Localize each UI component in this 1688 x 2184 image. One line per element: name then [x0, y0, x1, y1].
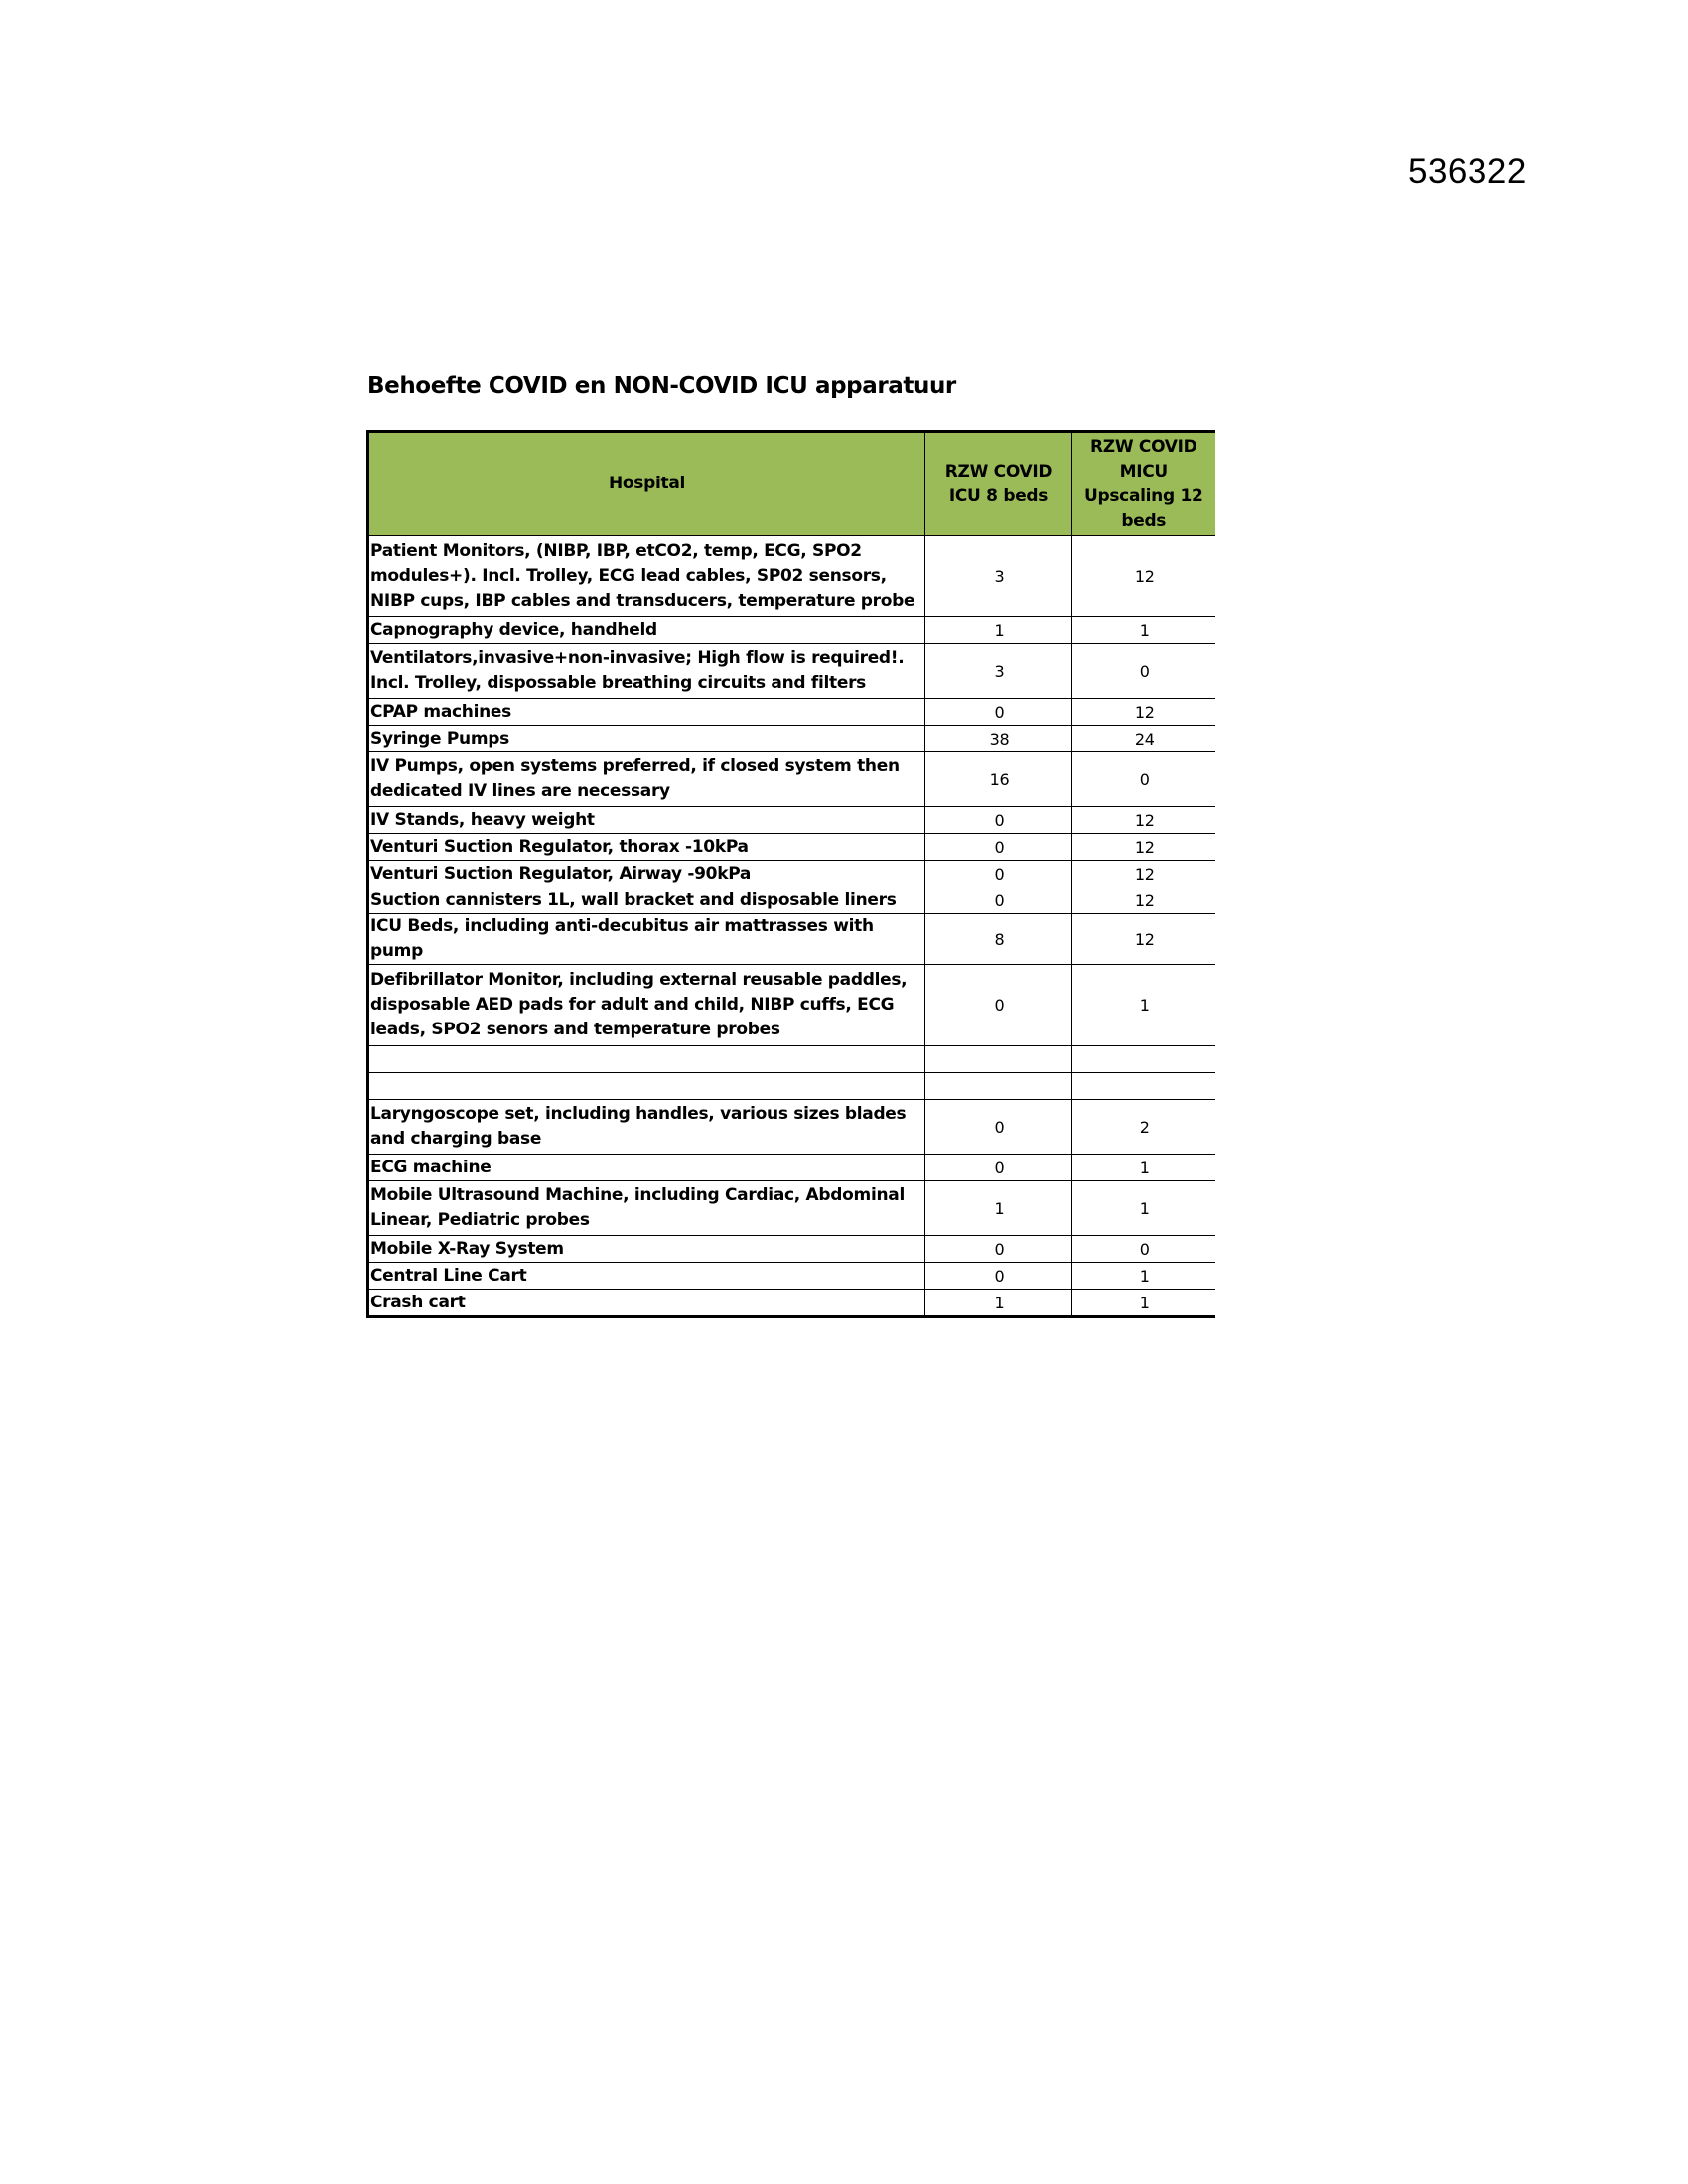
- row-icu-count: 0: [925, 1236, 1072, 1263]
- row-icu-count: 8: [925, 914, 1072, 965]
- table-row: [368, 887, 1215, 914]
- row-item: CPAP machines: [368, 699, 925, 726]
- row-micu-count: [1072, 1046, 1215, 1073]
- row-item: Syringe Pumps: [368, 726, 925, 752]
- row-icu-count: 1: [925, 1181, 1072, 1236]
- row-icu-count: 0: [925, 1100, 1072, 1155]
- row-micu-count: 12: [1072, 807, 1215, 834]
- table-row: [368, 726, 1215, 752]
- header-hospital: Hospital: [368, 432, 925, 536]
- row-micu-count: 0: [1072, 752, 1215, 807]
- row-micu-count: 1: [1072, 965, 1215, 1046]
- row-icu-count: 1: [925, 1290, 1072, 1317]
- row-icu-count: [925, 1073, 1072, 1100]
- row-item: Venturi Suction Regulator, thorax -10kPa: [368, 834, 925, 861]
- row-micu-count: 12: [1072, 699, 1215, 726]
- table-row: [368, 644, 1215, 699]
- table-row-empty: [368, 1046, 1215, 1073]
- row-item: IV Stands, heavy weight: [368, 807, 925, 834]
- row-item: Central Line Cart: [368, 1263, 925, 1290]
- table-row: [368, 914, 1215, 965]
- table-row-empty: [368, 1073, 1215, 1100]
- row-micu-count: 1: [1072, 1263, 1215, 1290]
- row-micu-count: 12: [1072, 914, 1215, 965]
- row-micu-count: 1: [1072, 1181, 1215, 1236]
- equipment-table: [366, 430, 1215, 1318]
- row-item: Patient Monitors, (NIBP, IBP, etCO2, temp, ECG, SPO2 modules+). Incl. Trolley, ECG lead cables, SP02 sensors, NIBP cups, IBP cables and transducers, temperature probe: [368, 536, 925, 617]
- row-item: IV Pumps, open systems preferred, if closed system then dedicated IV lines are necessary: [368, 752, 925, 807]
- row-item: Crash cart: [368, 1290, 925, 1317]
- table-row: [368, 807, 1215, 834]
- row-micu-count: 0: [1072, 644, 1215, 699]
- row-micu-count: 12: [1072, 861, 1215, 887]
- document-number: 536322: [1408, 152, 1527, 191]
- row-icu-count: 0: [925, 965, 1072, 1046]
- row-micu-count: 24: [1072, 726, 1215, 752]
- table-row: [368, 1100, 1215, 1155]
- table-row: [368, 834, 1215, 861]
- row-icu-count: 0: [925, 1155, 1072, 1181]
- row-item: Defibrillator Monitor, including external reusable paddles, disposable AED pads for adult and child, NIBP cuffs, ECG leads, SPO2 senors and temperature probes: [368, 965, 925, 1046]
- row-micu-count: 12: [1072, 887, 1215, 914]
- row-item: Mobile X-Ray System: [368, 1236, 925, 1263]
- row-item: Suction cannisters 1L, wall bracket and disposable liners: [368, 887, 925, 914]
- table-header-row: [368, 432, 1215, 536]
- table-row: [368, 617, 1215, 644]
- row-icu-count: 0: [925, 861, 1072, 887]
- table-row: [368, 1181, 1215, 1236]
- row-item: Ventilators,invasive+non-invasive; High flow is required!. Incl. Trolley, dispossable breathing circuits and filters: [368, 644, 925, 699]
- row-icu-count: 0: [925, 834, 1072, 861]
- row-icu-count: [925, 1046, 1072, 1073]
- header-rzw-covid-icu-label: RZW COVID ICU 8 beds: [944, 461, 1053, 506]
- row-micu-count: 2: [1072, 1100, 1215, 1155]
- header-rzw-covid-micu: [1072, 432, 1215, 536]
- table-row: [368, 1263, 1215, 1290]
- row-micu-count: [1072, 1073, 1215, 1100]
- row-item: Laryngoscope set, including handles, various sizes blades and charging base: [368, 1100, 925, 1155]
- row-item: ICU Beds, including anti-decubitus air mattrasses with pump: [368, 914, 925, 965]
- row-icu-count: 38: [925, 726, 1072, 752]
- row-item: Mobile Ultrasound Machine, including Cardiac, Abdominal Linear, Pediatric probes: [368, 1181, 925, 1236]
- row-icu-count: 1: [925, 617, 1072, 644]
- table-row: [368, 536, 1215, 617]
- row-icu-count: 0: [925, 1263, 1072, 1290]
- row-icu-count: 0: [925, 699, 1072, 726]
- row-micu-count: 0: [1072, 1236, 1215, 1263]
- row-icu-count: 0: [925, 807, 1072, 834]
- row-micu-count: 1: [1072, 617, 1215, 644]
- table-row: [368, 1290, 1215, 1317]
- row-icu-count: 16: [925, 752, 1072, 807]
- header-rzw-covid-micu-label: RZW COVID MICU Upscaling 12 beds: [1083, 436, 1203, 531]
- row-item: [368, 1046, 925, 1073]
- table-row: [368, 752, 1215, 807]
- row-item: ECG machine: [368, 1155, 925, 1181]
- row-item: Capnography device, handheld: [368, 617, 925, 644]
- row-micu-count: 1: [1072, 1290, 1215, 1317]
- row-micu-count: 12: [1072, 536, 1215, 617]
- table-row: [368, 1236, 1215, 1263]
- row-icu-count: 3: [925, 644, 1072, 699]
- row-icu-count: 0: [925, 887, 1072, 914]
- row-item: [368, 1073, 925, 1100]
- table-row: [368, 1155, 1215, 1181]
- row-micu-count: 12: [1072, 834, 1215, 861]
- table-row: [368, 965, 1215, 1046]
- row-micu-count: 1: [1072, 1155, 1215, 1181]
- row-icu-count: 3: [925, 536, 1072, 617]
- table-row: [368, 861, 1215, 887]
- table-row: [368, 699, 1215, 726]
- header-rzw-covid-icu: [925, 432, 1072, 536]
- row-item: Venturi Suction Regulator, Airway -90kPa: [368, 861, 925, 887]
- document-title: Behoefte COVID en NON-COVID ICU apparatuur: [367, 373, 956, 399]
